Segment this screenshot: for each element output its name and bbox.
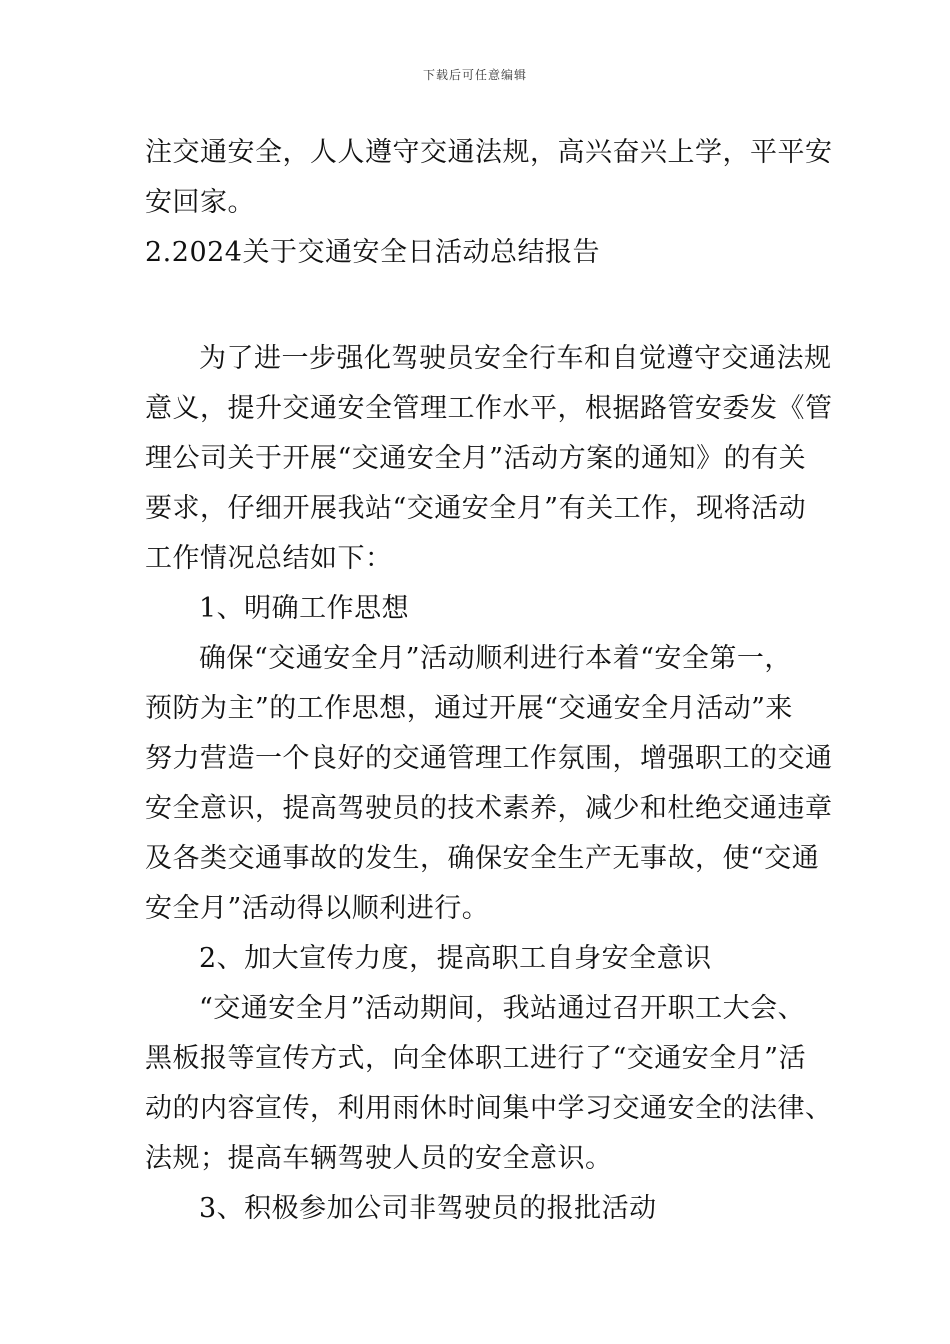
paragraph-line: 及各类交通事故的发生，确保安全生产无事故，使“交通: [145, 843, 820, 874]
spacer: [145, 278, 810, 334]
paragraph-line: 动的内容宣传，利用雨休时间集中学习交通安全的法律、: [145, 1093, 833, 1124]
paragraph-line: 意义，提升交通安全管理工作水平，根据路管安委发《管: [145, 393, 833, 424]
text-line: 安回家。: [145, 187, 255, 218]
text-line: 注交通安全，人人遵守交通法规，高兴奋兴上学，平平安: [145, 137, 833, 168]
document-body: [145, 128, 833, 1234]
paragraph-line: “交通安全月”活动期间，我站通过召开职工大会、: [199, 993, 806, 1024]
subheading-2: 2、加大宣传力度，提高职工自身安全意识: [199, 943, 712, 974]
subheading-1: 1、明确工作思想: [199, 593, 410, 624]
paragraph-line: 预防为主”的工作思想，通过开展“交通安全月活动”来: [145, 693, 793, 724]
section-title: 2.2024关于交通安全日活动总结报告: [145, 237, 600, 268]
paragraph-line: 确保“交通安全月”活动顺利进行本着“安全第一，: [199, 643, 792, 674]
paragraph-line: 黑板报等宣传方式，向全体职工进行了“交通安全月”活: [145, 1043, 807, 1074]
paragraph-line: 安全意识，提高驾驶员的技术素养，减少和杜绝交通违章: [145, 793, 833, 824]
subheading-3: 3、积极参加公司非驾驶员的报批活动: [199, 1193, 657, 1224]
paragraph-line: 努力营造一个良好的交通管理工作氛围，增强职工的交通: [145, 743, 833, 774]
header-note: 下载后可任意编辑: [422, 68, 527, 82]
paragraph-line: 为了进一步强化驾驶员安全行车和自觉遵守交通法规: [199, 343, 832, 374]
paragraph-line: 要求，仔细开展我站“交通安全月”有关工作，现将活动: [145, 493, 807, 524]
paragraph-line: 工作情况总结如下：: [145, 543, 393, 574]
paragraph-line: 理公司关于开展“交通安全月”活动方案的通知》的有关: [145, 443, 807, 474]
paragraph-line: 安全月”活动得以顺利进行。: [145, 893, 490, 924]
paragraph-line: 法规；提高车辆驾驶人员的安全意识。: [145, 1143, 613, 1174]
